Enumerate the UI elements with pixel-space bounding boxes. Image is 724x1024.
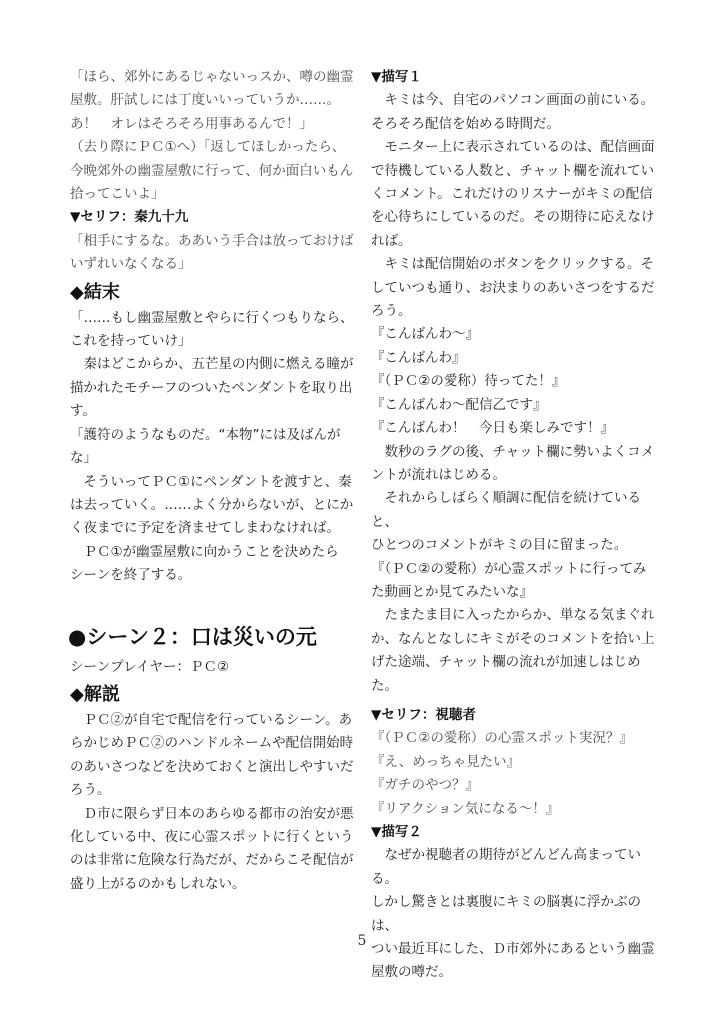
text-line: 『こんばんわ～配信乙です』	[371, 396, 547, 413]
text-line: それからしばらく順調に配信を続けていると、	[371, 490, 641, 530]
text-line: これを持っていけ」	[70, 333, 192, 350]
text-line: 「護符のようなものだ。“本物”には及ばんが	[70, 426, 341, 443]
text-line: で待機している人数と、チャット欄を流れてい	[371, 162, 655, 179]
text-line: か、なんとなしにキミがそのコメントを拾い上	[371, 630, 655, 647]
serif-block	[70, 230, 358, 277]
text-line: たまたま目に入ったからか、単なる気まぐれ	[371, 607, 655, 624]
text-line: 『ガチのやつ？』	[371, 777, 479, 794]
desc1-block	[371, 89, 659, 698]
text-line: キミは配信開始のボタンをクリックする。そ	[371, 256, 654, 273]
text-line: つい最近耳にした、Ｄ市郊外にあるという幽霊	[371, 941, 655, 958]
text-line: キミは今、自宅のパソコン画面の前にいる。	[371, 92, 655, 109]
viewer-block	[371, 727, 659, 821]
ending-block	[70, 307, 358, 588]
page-number: 5	[357, 933, 367, 949]
text-line: ＰＣ②が自宅で配信を行っているシーン。あ	[70, 711, 353, 728]
text-line: た動画とか見てみたいな』	[371, 583, 533, 600]
text-line: げた途端、チャット欄の流れが加速しはじめた。	[371, 654, 641, 694]
text-line: 『こんばんわ～』	[371, 326, 479, 343]
right-column	[371, 66, 659, 985]
text-line: しかし驚きとは裏腹にキミの脳裏に浮かぶのは、	[371, 894, 641, 934]
text-line: れば。	[371, 232, 412, 249]
text-line: ろう。	[70, 782, 111, 799]
text-line: していつも通り、お決まりのあいさつをするだ	[371, 279, 655, 296]
text-line: いずれいなくなる」	[70, 256, 192, 273]
text-line: は去っていく。……よく分からないが、とにか	[70, 496, 354, 513]
text-line: のあいさつなどを決めておくと演出しやすいだ	[70, 758, 354, 775]
text-line: なぜか視聴者の期待がどんどん高まっている。	[371, 847, 641, 887]
text-line: 秦はどこからか、五芒星の内側に燃える瞳が	[70, 356, 354, 373]
text-line: くコメント。これだけのリスナーがキミの配信	[371, 186, 653, 203]
text-line: ひとつのコメントがキミの目に留まった。	[371, 537, 628, 554]
text-line: 『こんばんわ』	[371, 349, 466, 366]
text-line: ＰＣ①が幽霊屋敷に向かうことを決めたら	[70, 543, 339, 560]
serif-heading: ▼セリフ：秦九十九	[70, 209, 189, 226]
scene-title: ●シーン２：口は災いの元	[68, 624, 317, 649]
intro-quote	[70, 66, 358, 206]
text-line: のは非常に危険な行為だが、だからこそ配信が	[70, 852, 354, 869]
viewer-heading: ▼セリフ：視聴者	[371, 706, 476, 723]
text-line: 『え、めっちゃ見たい』	[371, 753, 521, 770]
text-line: 「ほら、郊外にあるじゃないっスか、噂の幽霊	[70, 69, 354, 85]
text-line: な」	[70, 450, 97, 467]
text-line: 屋敷の噂だ。	[371, 964, 452, 981]
text-line: そういってＰＣ①にペンダントを渡すと、秦	[70, 473, 352, 490]
text-line: 数秒のラグの後、チャット欄に勢いよくコメ	[371, 443, 655, 460]
explanation-block	[70, 709, 358, 896]
left-column	[70, 66, 358, 896]
text-line: 『リアクション気になる～！』	[371, 800, 560, 817]
desc1-heading: ▼描写１	[371, 69, 422, 85]
text-line: を心待ちにしているのだ。その期待に応えなけ	[371, 209, 655, 226]
text-line: 『（ＰＣ②の愛称）の心霊スポット実況？』	[371, 730, 633, 747]
text-line: 化している中、夜に心霊スポットに行くという	[70, 828, 354, 845]
text-line: （去り際にＰＣ①へ）「返してほしかったら、	[70, 139, 346, 156]
explanation-heading: ◆解説	[70, 683, 120, 705]
text-line: 「相手にするな。ああいう手合は放っておけば	[70, 232, 354, 249]
text-line: あ！ オレはそろそろ用事あるんで！」	[70, 115, 313, 132]
text-line: す。	[70, 403, 96, 420]
text-line: 『（ＰＣ②の愛称）が心霊スポットに行ってみ	[371, 560, 647, 577]
text-line: 「……もし幽霊屋敷とやらに行くつもりなら、	[70, 309, 354, 326]
text-line: Ｄ市に限らず日本のあらゆる都市の治安が悪	[70, 805, 354, 822]
text-line: ろう。	[371, 303, 412, 320]
text-line: 今晩郊外の幽霊屋敷に行って、何か面白いもん	[70, 162, 354, 179]
text-line: そろそろ配信を始める時間だ。	[371, 115, 560, 132]
text-line: く夜までに予定を済ませてしまわなければ。	[70, 520, 340, 537]
desc2-heading: ▼描写２	[371, 824, 422, 840]
desc2-block	[371, 844, 659, 984]
text-line: 拾ってこいよ」	[70, 186, 165, 203]
text-line: 『（ＰＣ②の愛称）待ってた！』	[371, 373, 566, 390]
text-line: 描かれたモチーフのついたペンダントを取り出	[70, 379, 353, 396]
text-line: ントが流れはじめる。	[371, 466, 506, 483]
ending-heading: ◆結末	[70, 281, 120, 303]
scene-player: シーンプレイヤー：ＰＣ②	[70, 658, 230, 675]
text-line: モニター上に表示されているのは、配信画面	[371, 139, 655, 156]
text-line: シーンを終了する。	[70, 567, 192, 584]
text-line: 屋敷。肝試しには丁度いいっていうか……。	[70, 92, 340, 109]
text-line: 『こんばんわ！ 今日も楽しみです！』	[371, 420, 614, 437]
text-line: 盛り上がるのかもしれない。	[70, 875, 246, 892]
text-line: らかじめＰＣ②のハンドルネームや配信開始時	[70, 735, 354, 752]
